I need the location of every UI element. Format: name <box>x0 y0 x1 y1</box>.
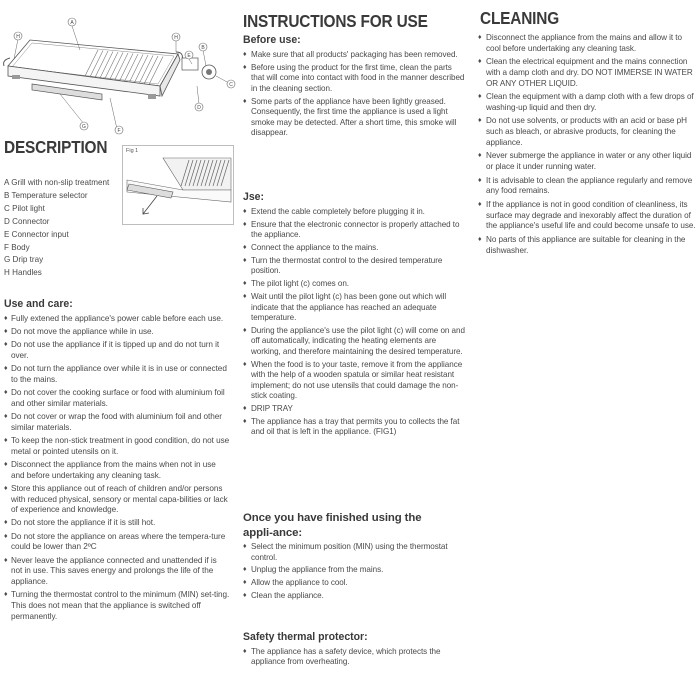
list-item: ♦ Unplug the appliance from the mains. <box>243 565 384 575</box>
part-item: E Connector input <box>4 229 69 239</box>
list-item: ♦ Clean the appliance. <box>243 591 324 601</box>
list-item: ♦ DRIP TRAY <box>243 403 293 413</box>
list-item: ♦ Never submerge the appliance in water or any other liquid or place it under running water. <box>478 151 692 172</box>
cleaning-list <box>478 33 698 256</box>
list-item: ♦ Extend the cable completely before plugging it in. <box>243 207 425 216</box>
callout-h-right: H <box>174 35 178 41</box>
list-item: ♦ Never leave the appliance connected and unattended if is not in use. This saves energy and prolongs the life of the appliance. <box>4 555 217 586</box>
list-item: ♦ Store this appliance out of reach of children and/or persons with reduced physical, sensory or mental capa-bilities or lack of experience and knowledge. <box>4 483 228 515</box>
callout-g: G <box>82 124 86 130</box>
callout-d: D <box>197 105 201 111</box>
list-item: ♦ Do not cover or wrap the food with aluminium foil and other similar materials. <box>4 412 222 432</box>
safety-title: Safety thermal protector: <box>243 631 368 643</box>
list-item: ♦ It is advisable to clean the appliance regularly and remove any food remains. <box>478 175 693 196</box>
list-item: ♦ Do not store the appliance if it is still hot. <box>4 518 156 528</box>
callout-a: A <box>70 20 74 26</box>
list-item: ♦ Do not turn the appliance over while it is in use or connected to the mains. <box>4 364 227 385</box>
list-item: ♦ The pilot light (c) comes on. <box>243 279 349 289</box>
list-item: ♦ Select the minimum position (MIN) using the thermostat control. <box>243 542 448 562</box>
list-item: ♦ No parts of this appliance are suitable for cleaning in the dishwasher. <box>478 234 686 255</box>
before-use-title: Before use: <box>243 34 301 46</box>
list-item: ♦ Before using the product for the first time, clean the parts that will come into contact with food in the manner described in the cleaning section. <box>243 62 465 93</box>
list-item: ♦ Make sure that all products' packaging has been removed. <box>243 50 458 59</box>
description-title: DESCRIPTION <box>4 137 108 157</box>
safety-list <box>243 647 465 668</box>
cleaning-title: CLEANING <box>480 8 560 28</box>
list-item: ♦ Clean the equipment with a damp cloth with a few drops of washing-up liquid and then dry. <box>478 92 694 112</box>
list-item: ♦ Some parts of the appliance have been lightly greased. Consequently, the first time the appliance is used a light smoke may be detected. After a short time, this smoke will disappear. <box>243 96 457 137</box>
list-item: ♦ The appliance has a tray that permits you to collects the fat and oil that is left in the appliance. (FIG1) <box>243 416 460 437</box>
part-item: G Drip tray <box>4 255 44 265</box>
callout-e: E <box>187 53 191 59</box>
finished-list <box>243 542 453 601</box>
finished-title: Once you have finished using the appli-ance: <box>243 512 422 539</box>
list-item: ♦ Turning the thermostat control to the minimum (MIN) set-ting. This does not mean that the appliance is switched off permanently. <box>4 590 230 621</box>
list-item: ♦ If the appliance is not in good condition of cleanliness, its surface may degrade and inexorably affect the duration of the appliance's useful life and could become unsafe to use. <box>478 199 696 231</box>
instructions-title: INSTRUCTIONS FOR USE <box>243 11 428 31</box>
use-title: Jse: <box>243 191 264 203</box>
list-item: ♦ The appliance has a safety device, which protects the appliance from overheating. <box>243 647 441 667</box>
list-item: ♦ Clean the electrical equipment and the mains connection with a damp cloth and dry. DO NOT IMMERSE IN WATER OR ANY OTHER LIQUID. <box>478 57 693 88</box>
list-item: ♦ When the food is to your taste, remove it from the appliance with the help of a wooden spatula or similar heat resistant implement; do not use utensils that could damage the non-stick coating. <box>243 359 463 400</box>
list-item: ♦ Disconnect the appliance from the mains when not in use and before undertaking any cleaning task. <box>4 459 216 480</box>
part-item: A Grill with non-slip treatment <box>4 178 110 187</box>
part-item: B Temperature selector <box>4 190 88 200</box>
list-item: ♦ Fully extened the appliance's power cable before each use. <box>4 314 224 323</box>
list-item: ♦ Do not move the appliance while in use. <box>4 327 154 337</box>
callout-b: B <box>201 45 205 51</box>
list-item: ♦ Do not cover the cooking surface or food with aluminium foil and other similar materials. <box>4 388 225 408</box>
list-item: ♦ Ensure that the electronic connector is properly attached to the appliance. <box>243 219 460 240</box>
use-and-care-list <box>4 314 230 622</box>
list-item: ♦ Wait until the pilot light (c) has been gone out which will indicate that the appliance has reached an adequate temperature. <box>243 292 447 323</box>
list-item: ♦ Connect the appliance to the mains. <box>243 243 379 253</box>
part-item: C Pilot light <box>4 203 45 213</box>
list-item: ♦ Turn the thermostat control to the desired temperature position. <box>243 255 443 276</box>
list-item: ♦ To keep the non-stick treatment in good condition, do not use metal or pointed utensils on it. <box>4 436 230 456</box>
grill-illustration <box>0 14 232 134</box>
list-item: ♦ Do not use solvents, or products with an acid or base pH such as bleach, or abrasive products, for cleaning the appliance. <box>478 116 687 147</box>
figure-1-label: Fig 1 <box>126 148 139 154</box>
list-item: ♦ Do not use the appliance if it is tipped up and do not turn it over. <box>4 340 220 361</box>
list-item: ♦ Do not store the appliance on areas where the tempera-ture could be lower than 2ºC <box>4 531 226 552</box>
list-item: ♦ During the appliance's use the pilot light (c) will come on and off automatically, indicating the heating elements are working, and therefore maintaining the desired temperature. <box>243 325 465 356</box>
parts-list <box>4 177 122 280</box>
figure-1 <box>122 145 234 225</box>
list-item: ♦ Disconnect the appliance from the mains and allow it to cool before undertaking any cleaning task. <box>478 33 682 53</box>
use-list <box>243 207 465 438</box>
part-item: H Handles <box>4 268 42 278</box>
part-item: D Connector <box>4 216 50 226</box>
callout-c: C <box>229 82 233 88</box>
part-item: F Body <box>4 242 30 252</box>
drip-tray-figure <box>123 146 233 224</box>
before-use-list <box>243 50 465 138</box>
use-and-care-title: Use and care: <box>4 298 73 310</box>
callout-f: F <box>117 128 121 134</box>
callout-h-left: H <box>16 34 20 40</box>
list-item: ♦ Allow the appliance to cool. <box>243 578 348 588</box>
